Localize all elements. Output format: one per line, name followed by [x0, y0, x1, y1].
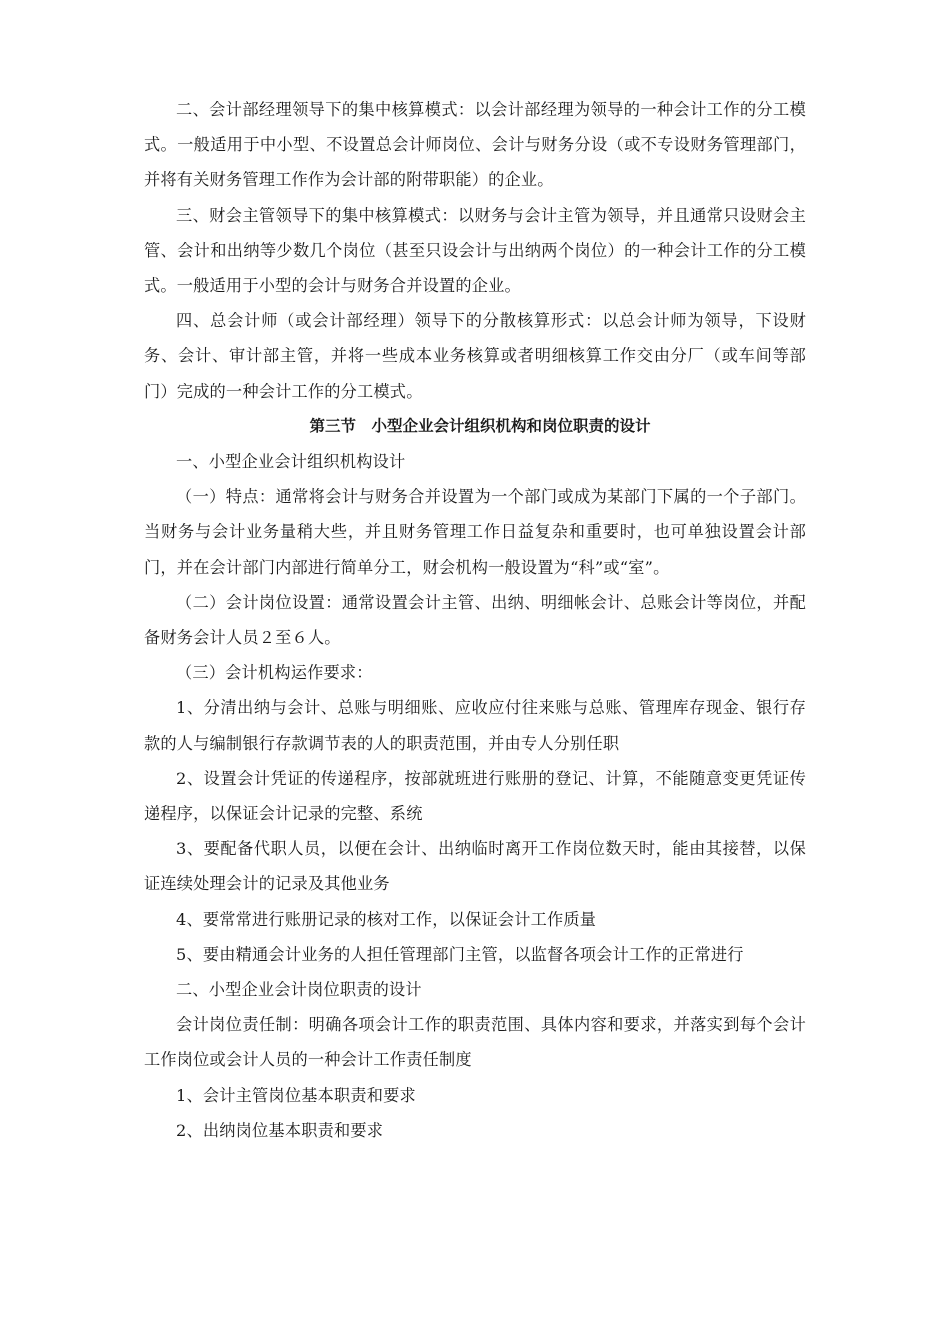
paragraph-operation-requirements: （三）会计机构运作要求： — [176, 663, 373, 683]
paragraph-responsibility-system: 会计岗位责任制：明确各项会计工作的职责范围、具体内容和要求，并落实到每个会计工作岗位或会计人员的一种会计工作责任制度 — [144, 1015, 806, 1070]
paragraph-centralized-finance-supervisor: 三、财会主管领导下的集中核算模式：以财务与会计主管为领导，并且通常只设财会主管、会计和出纳等少数几个岗位（甚至只设会计与出纳两个岗位）的一种会计工作的分工模式。一般适用于小型的会计与财务合并设置的企业。 — [144, 205, 806, 296]
list-item-requirement-5: 5、要由精通会计业务的人担任管理部门主管，以监督各项会计工作的正常进行 — [176, 944, 744, 964]
paragraph-decentralized-chief-accountant: 四、总会计师（或会计部经理）领导下的分散核算形式：以总会计师为领导，下设财务、会计、审计部主管，并将一些成本业务核算或者明细核算工作交由分厂（或车间等部门）完成的一种会计工作的分工模式。 — [144, 311, 806, 401]
subheading-position-duties: 二、小型企业会计岗位职责的设计 — [176, 980, 422, 1000]
list-item-requirement-1: 1、分清出纳与会计、总账与明细账、应收应付往来账与总账、管理库存现金、银行存款的人与编制银行存款调节表的人的职责范围，并由专人分别任职 — [144, 698, 806, 753]
subheading-organization-design: 一、小型企业会计组织机构设计 — [176, 452, 406, 472]
paragraph-position-setup: （二）会计岗位设置：通常设置会计主管、出纳、明细帐会计、总账会计等岗位，并配备财务会计人员２至６人。 — [144, 592, 806, 648]
list-item-cashier-duties: 2、出纳岗位基本职责和要求 — [176, 1120, 384, 1140]
paragraph-centralized-accounting-manager: 二、会计部经理领导下的集中核算模式：以会计部经理为领导的一种会计工作的分工模式。一般适用于中小型、不设置总会计师岗位、会计与财务分设（或不专设财务管理部门，并将有关财务管理工作作为会计部的附带职能）的企业。 — [144, 100, 806, 190]
list-item-requirement-2: 2、设置会计凭证的传递程序，按部就班进行账册的登记、计算，不能随意变更凭证传递程序，以保证会计记录的完整、系统 — [144, 768, 806, 824]
section-heading: 第三节 小型企业会计组织机构和岗位职责的设计 — [309, 416, 651, 435]
list-item-accounting-supervisor-duties: 1、会计主管岗位基本职责和要求 — [176, 1085, 416, 1105]
list-item-requirement-4: 4、要常常进行账册记录的核对工作，以保证会计工作质量 — [176, 909, 597, 929]
paragraph-characteristics: （一）特点：通常将会计与财务合并设置为一个部门或成为某部门下属的一个子部门。当财务与会计业务量稍大些，并且财务管理工作日益复杂和重要时，也可单独设置会计部门，并在会计部门内部进行简单分工，财会机构一般设置为“科”或“室”。 — [144, 487, 806, 577]
document-body — [144, 92, 806, 1148]
list-item-requirement-3: 3、要配备代职人员，以便在会计、出纳临时离开工作岗位数天时，能由其接替，以保证连续处理会计的记录及其他业务 — [144, 839, 806, 894]
